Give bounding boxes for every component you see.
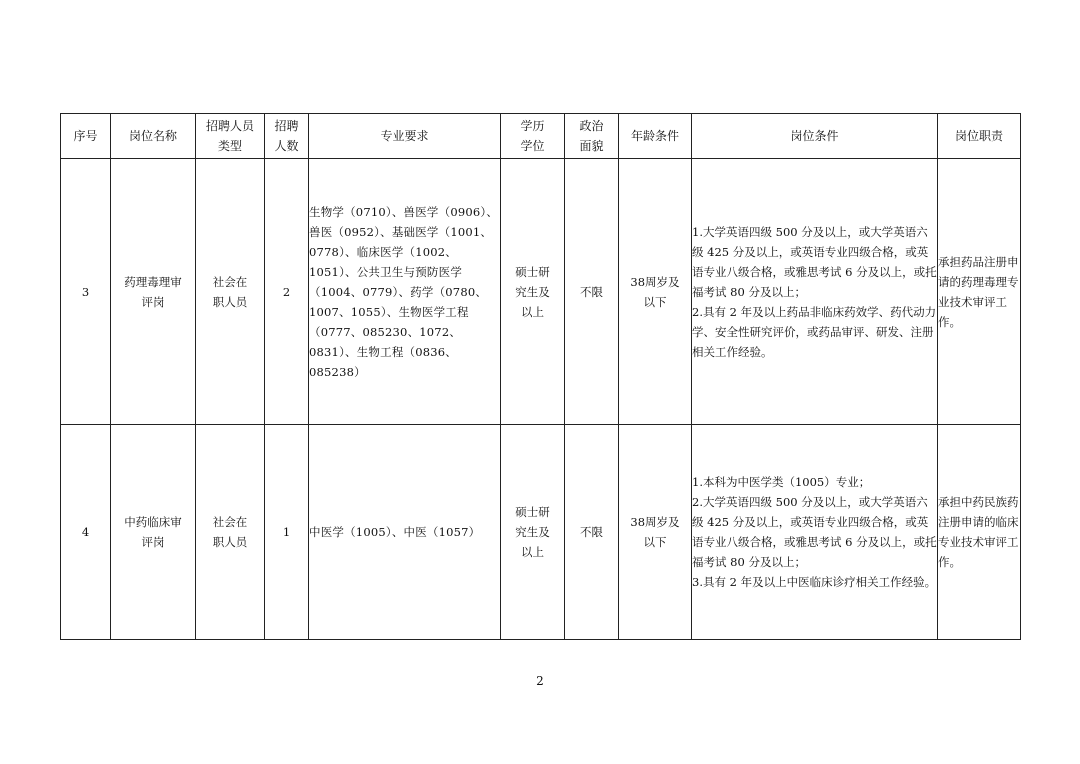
header-recruit-count-text: 招聘人数	[274, 119, 299, 153]
position-name-text: 中药临床审评岗	[124, 515, 182, 549]
cell-education	[501, 159, 565, 425]
page-number: 2	[536, 674, 544, 688]
cell-age	[619, 425, 692, 640]
cell-major: 中医学（1005）、中医（1057）	[309, 425, 501, 640]
cell-major: 生物学（0710）、兽医学（0906）、兽医（0952）、基础医学（1001、0778）、临床医学（1002、1051）、公共卫生与预防医学（1004、0779）、药学（0780、1007、1055）、生物医学工程（0777、085230、1072、0831）、生物工程（0836、085238）	[309, 159, 501, 425]
cell-age	[619, 159, 692, 425]
header-conditions: 岗位条件	[692, 114, 938, 159]
cell-position-name	[111, 159, 196, 425]
header-education	[501, 114, 565, 159]
cell-duties: 承担药品注册申请的药理毒理专业技术审评工作。	[938, 159, 1021, 425]
condition-item: 1.本科为中医学类（1005）专业；	[692, 475, 871, 489]
cell-position-name	[111, 425, 196, 640]
header-major: 专业要求	[309, 114, 501, 159]
cell-recruit-type	[196, 159, 265, 425]
cell-political: 不限	[565, 159, 619, 425]
cell-education	[501, 425, 565, 640]
cell-recruit-count: 2	[265, 159, 309, 425]
position-name-text: 药理毒理审评岗	[124, 274, 182, 309]
header-recruit-type-text: 招聘人员类型	[205, 119, 254, 153]
header-recruit-count	[265, 114, 309, 159]
recruit-type-text: 社会在职人员	[212, 515, 248, 549]
header-duties: 岗位职责	[938, 114, 1021, 159]
header-position-name: 岗位名称	[111, 114, 196, 159]
cell-conditions	[692, 425, 938, 640]
cell-seq: 4	[61, 425, 111, 640]
cell-duties: 承担中药民族药注册申请的临床专业技术审评工作。	[938, 425, 1021, 640]
cell-conditions	[692, 159, 938, 425]
header-seq: 序号	[61, 114, 111, 159]
header-age: 年龄条件	[619, 114, 692, 159]
condition-item: 2.大学英语四级 500 分及以上，或大学英语六级 425 分及以上，或英语专业四级合格，或英语专业八级合格，或雅思考试 6 分及以上，或托福考试 80 分及以上；	[692, 495, 937, 569]
header-recruit-type	[196, 114, 265, 159]
condition-item: 1.大学英语四级 500 分及以上，或大学英语六级 425 分及以上，或英语专业四级合格，或英语专业八级合格，或雅思考试 6 分及以上，或托福考试 80 分及以上；	[692, 224, 937, 299]
cell-recruit-type	[196, 425, 265, 640]
cell-recruit-count: 1	[265, 425, 309, 640]
education-text: 硕士研究生及以上	[515, 505, 550, 559]
table-row	[61, 159, 1021, 425]
cell-political: 不限	[565, 425, 619, 640]
education-text: 硕士研究生及以上	[515, 264, 550, 319]
header-education-text: 学历学位	[520, 119, 545, 153]
recruitment-table	[60, 113, 1021, 640]
condition-item: 2.具有 2 年及以上药品非临床药效学、药代动力学、安全性研究评价，或药品审评、研发、注册相关工作经验。	[692, 304, 937, 359]
table-header-row	[61, 114, 1021, 159]
header-political	[565, 114, 619, 159]
age-text: 38周岁及以下	[630, 274, 680, 309]
table-row	[61, 425, 1021, 640]
cell-seq: 3	[61, 159, 111, 425]
recruit-type-text: 社会在职人员	[212, 274, 248, 309]
age-text: 38周岁及以下	[630, 515, 680, 549]
condition-item: 3.具有 2 年及以上中医临床诊疗相关工作经验。	[692, 575, 937, 589]
header-political-text: 政治面貌	[579, 119, 604, 153]
